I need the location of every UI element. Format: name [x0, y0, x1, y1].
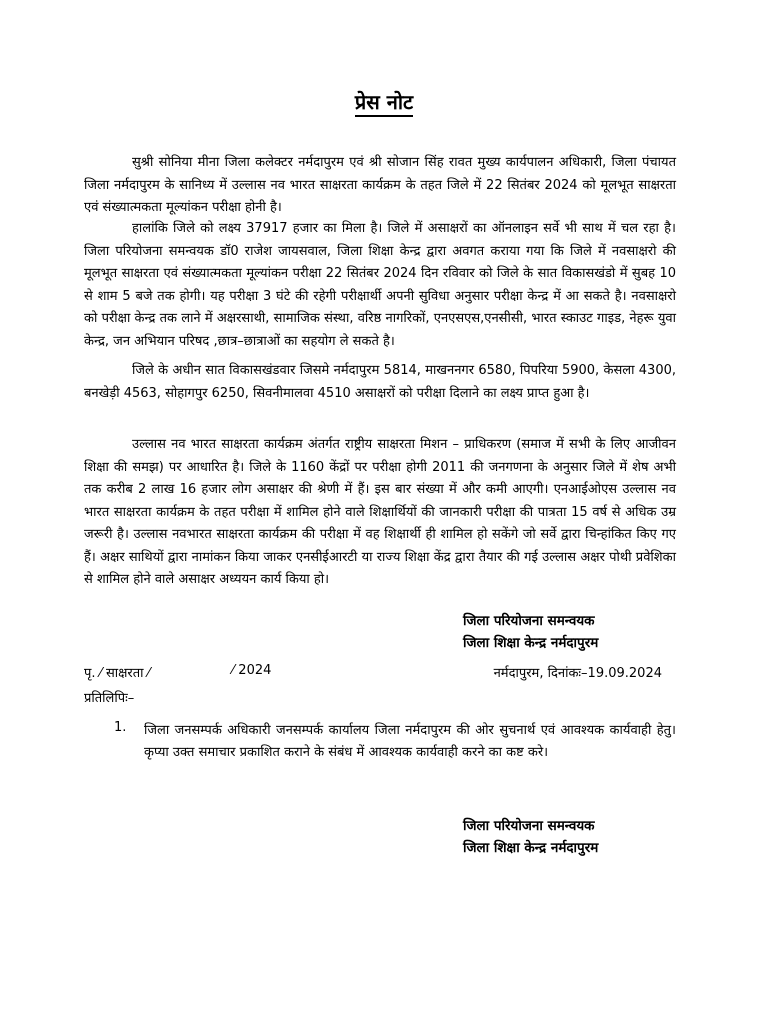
title-text: प्रेस नोट — [355, 90, 413, 117]
signature-designation: जिला परियोजना समन्वयक — [463, 818, 595, 834]
signature-block-bottom — [463, 815, 598, 859]
copy-item-text: जिला जनसम्पर्क अधिकारी जनसम्पर्क कार्यालय जिला नर्मदापुरम की ओर सुचनार्थ एवं आवश्यक कार्यवाही हेतु। कृप्या उक्त समाचार प्रकाशित कराने के संबंध में आवश्यक कार्यवाही करने का कष्ट करे। — [144, 723, 676, 760]
paragraph-program: उल्लास नव भारत साक्षरता कार्यक्रम अंतर्गत राष्ट्रीय साक्षरता मिशन – प्राधिकरण (समाज में सभी के लिए आजीवन शिक्षा की समझ) पर आधारित है। जिले के 1160 केंद्रों पर परीक्षा होगी 2011 की जनगणना के अनुसार जिले में शेष अभी तक करीब 2 लाख 16 हजार लोग असाक्षर की श्रेणी में हैं। इस बार संख्या में और कमी आएगी। एनआईओएस उल्लास नव भारत साक्षरता कार्यक्रम के तहत परीक्षा में शामिल होने वाले शिक्षार्थियों की जानकारी परीक्षा की पात्रता 15 वर्ष से अधिक उम्र जरूरी है। उल्लास नवभारत साक्षरता कार्यक्रम की परीक्षा में वह शिक्षार्थी ही शामिल हो सकेंगे जो सर्वे द्वारा चिन्हांकित किए गए हैं। अक्षर साथियों द्वारा नामांकन किया जाकर एनसीईआरटी या राज्य शिक्षा केंद्र द्वारा तैयार की गई उल्लास अक्षर पोथी प्रवेशिका से शामिल होने वाले असाक्षर अध्ययन कार्य किया हो। — [84, 437, 676, 587]
reference-row — [84, 663, 676, 683]
signature-office: जिला शिक्षा केन्द्र नर्मदापुरम — [463, 840, 599, 856]
reference-number: पृ. ⁄ साक्षरता ⁄ — [84, 666, 150, 681]
place-date: नर्मदापुरम, दिनांकः–19.09.2024 — [493, 666, 662, 681]
copy-item-number: 1. — [114, 720, 127, 735]
copy-to-label: प्रतिलिपिः– — [84, 691, 135, 706]
page-title — [0, 88, 768, 115]
paragraph-blocks: जिले के अधीन सात विकासखंडवार जिसमे नर्मदापुरम 5814, माखननगर 6580, पिपरिया 5900, केसला 4300, बनखेड़ी 4563, सोहागपुर 6250, सिवनीमालवा 4510 असाक्षरों को परीक्षा दिलाने का लक्ष्य प्राप्त हुआ है। — [84, 363, 676, 401]
signature-office: जिला शिक्षा केन्द्र नर्मदापुरम — [463, 635, 599, 651]
signature-block-top — [463, 610, 598, 654]
paragraph-target: हालांकि जिले को लक्ष्य 37917 हजार का मिला है। जिले में असाक्षरों का ऑनलाइन सर्वे भी साथ में चल रहा है। जिला परियोजना समन्वयक डॉ0 राजेश जायसवाल, जिला शिक्षा केन्द्र द्वारा अवगत कराया गया कि जिले में नवसाक्षरो की मूलभूत साक्षरता एवं संख्यात्मकता मूल्यांकन परीक्षा 22 सितंबर 2024 दिन रविवार को जिले के सात विकासखंडो में सुबह 10 से शाम 5 बजे तक होगी। यह परीक्षा 3 घंटे की रहेगी परीक्षार्थी अपनी सुविधा अनुसार परीक्षा केन्द्र में आ सकते है। नवसाक्षरो को परीक्षा केन्द्र तक लाने में अक्षरसाथी, सामाजिक संस्था, वरिष्ठ नागरिकों, एनएसएस,एनसीसी, भारत स्काउट गाइड, नेहरू युवा केन्द्र, जन अभियान परिषद ,छात्र–छात्राओं का सहयोग ले सकते है। — [84, 221, 676, 349]
paragraph-intro: सुश्री सोनिया मीना जिला कलेक्टर नर्मदापुरम एवं श्री सोजान सिंह रावत मुख्य कार्यपालन अधिकारी, जिला पंचायत जिला नर्मदापुरम के सानिध्य में उल्लास नव भारत साक्षरता कार्यक्रम के तहत जिले में 22 सितंबर 2024 को मूलभूत साक्षरता एवं संख्यात्मकता मूल्यांकन परीक्षा होनी है। — [84, 155, 676, 215]
signature-designation: जिला परियोजना समन्वयक — [463, 613, 595, 629]
reference-year: ⁄ 2024 — [232, 663, 272, 678]
